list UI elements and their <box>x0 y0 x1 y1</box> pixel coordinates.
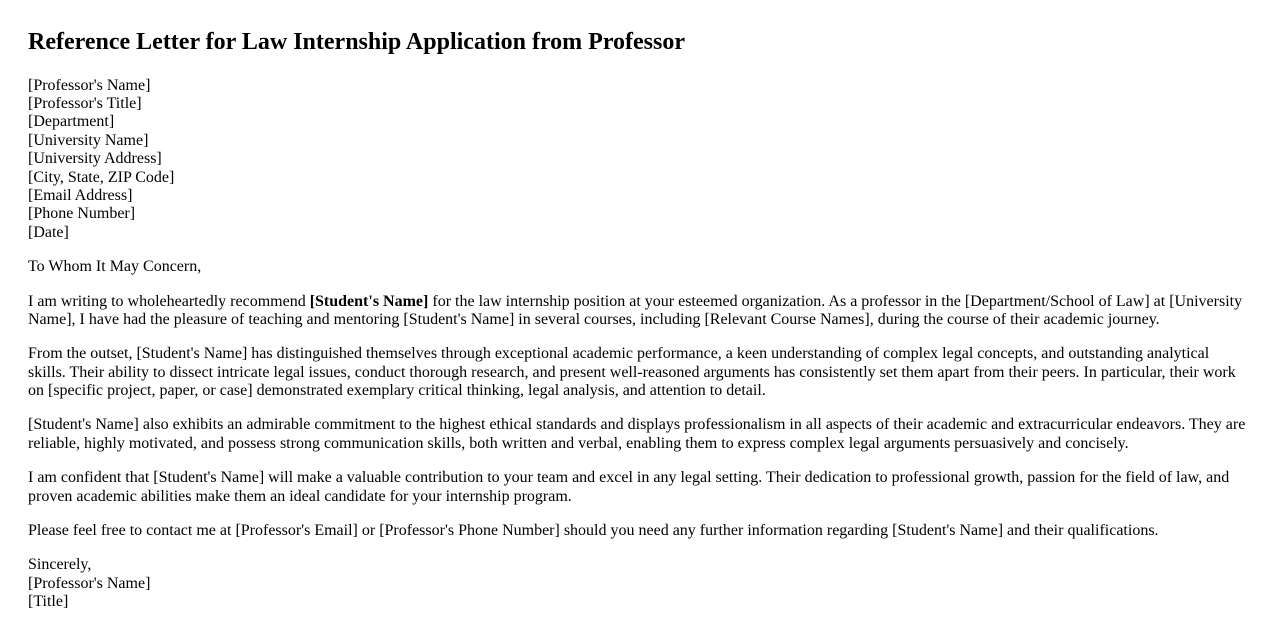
address-line-date: [Date] <box>28 223 69 241</box>
document-title: Reference Letter for Law Internship Application from Professor <box>28 29 686 55</box>
paragraph-1-text-before: I am writing to wholeheartedly recommend <box>28 292 310 310</box>
address-line-university-address: [University Address] <box>28 150 162 168</box>
body-paragraph-2: From the outset, [Student's Name] has distinguished themselves through exceptional academic performance, a keen understanding of complex legal concepts, and outstanding analytical skills. Their ability to dissect intricate legal issues, conduct thorough research, and present well-reasoned arguments has consistently set them apart from their peers. In particular, their work on [specific project, paper, or case] demonstrated exemplary critical thinking, legal analysis, and attention to detail. <box>28 345 1236 400</box>
student-name-bold: [Student's Name] <box>309 292 429 310</box>
address-line-professor-title: [Professor's Title] <box>28 94 142 112</box>
closing-signoff: Sincerely, <box>28 556 92 574</box>
address-line-city-state-zip: [City, State, ZIP Code] <box>28 168 175 186</box>
sender-address-block <box>28 77 1248 243</box>
address-line-university-name: [University Name] <box>28 131 149 149</box>
body-paragraph-3: [Student's Name] also exhibits an admirable commitment to the highest ethical standards and displays professionalism in all aspects of their academic and extracurricular endeavors. They are reliable, highly motivated, and possess strong communication skills, both written and verbal, enabling them to express complex legal arguments persuasively and concisely. <box>28 416 1246 452</box>
address-line-professor-name: [Professor's Name] <box>28 76 151 94</box>
body-paragraph-4: I am confident that [Student's Name] will make a valuable contribution to your team and excel in any legal setting. Their dedication to professional growth, passion for the field of law, and proven academic abilities make them an ideal candidate for your internship program. <box>28 469 1230 505</box>
address-line-department: [Department] <box>28 113 115 131</box>
closing-block <box>28 556 1248 611</box>
paragraph-1-text-after: for the law internship position at your esteemed organization. As a professor in the [Department/School of Law] at [University Name], I have had the pleasure of teaching and mentoring [Student's Name] in several courses, including [Relevant Course Names], during the course of their academic journey. <box>28 292 1243 328</box>
salutation: To Whom It May Concern, <box>28 258 202 276</box>
closing-professor-name: [Professor's Name] <box>28 574 151 592</box>
address-line-phone: [Phone Number] <box>28 205 136 223</box>
body-paragraph-5: Please feel free to contact me at [Professor's Email] or [Professor's Phone Number] should you need any further information regarding [Student's Name] and their qualifications. <box>28 522 1159 540</box>
address-line-email: [Email Address] <box>28 186 133 204</box>
body-paragraph-1 <box>28 293 1248 330</box>
closing-professor-title: [Title] <box>28 593 69 611</box>
